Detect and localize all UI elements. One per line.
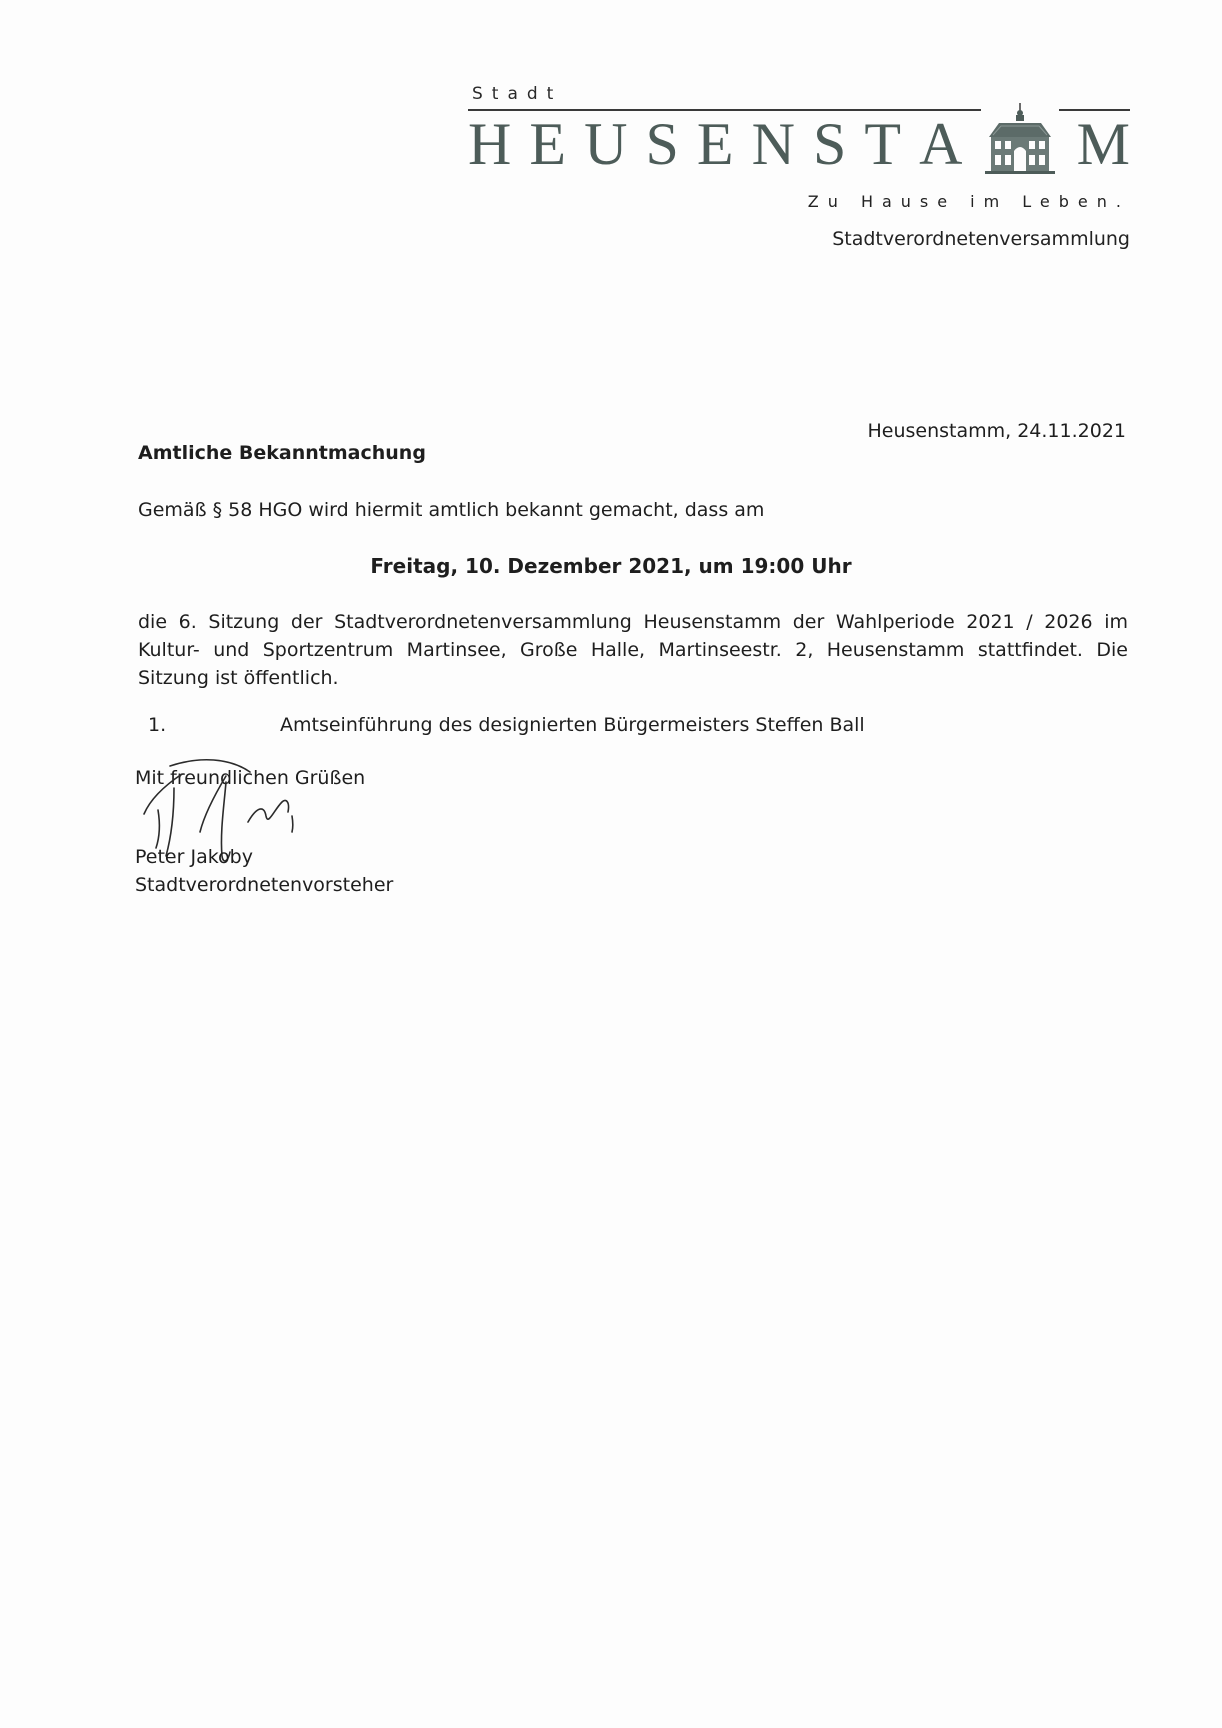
city-letter: E xyxy=(696,111,734,177)
city-letter: H xyxy=(468,111,512,177)
letterhead-stadt: Stadt xyxy=(472,84,563,104)
letterhead-department: Stadtverordnetenversammlung xyxy=(832,228,1130,250)
place-date: Heusenstamm, 24.11.2021 xyxy=(867,420,1126,442)
city-letter: M xyxy=(1076,111,1130,177)
letterhead-city-name xyxy=(468,113,1130,175)
event-date: Freitag, 10. Dezember 2021, um 19:00 Uhr xyxy=(370,554,852,578)
letterhead xyxy=(468,80,1130,260)
city-letter: A xyxy=(919,111,963,177)
closing-greeting: Mit freundlichen Grüßen xyxy=(135,767,366,789)
city-letter: T xyxy=(864,111,902,177)
signer-name: Peter Jakoby xyxy=(135,846,253,868)
letterhead-tagline: Zu Hause im Leben. xyxy=(807,192,1130,211)
city-letter: U xyxy=(584,111,628,177)
castle-emblem-icon xyxy=(981,113,1059,175)
city-letter: S xyxy=(645,111,679,177)
document-heading: Amtliche Bekanntmachung xyxy=(138,442,426,464)
agenda-item-number: 1. xyxy=(148,714,167,736)
signer-title: Stadtverordnetenvorsteher xyxy=(135,874,394,896)
agenda-item-text: Amtseinführung des designierten Bürgermeisters Steffen Ball xyxy=(280,714,865,736)
city-letter: N xyxy=(751,111,795,177)
intro-text: Gemäß § 58 HGO wird hiermit amtlich bekannt gemacht, dass am xyxy=(138,499,765,521)
city-letter: E xyxy=(529,111,567,177)
meeting-paragraph: die 6. Sitzung der Stadtverordnetenversammlung Heusenstamm der Wahlperiode 2021 / 2026 im Kultur- und Sportzentrum Martinsee, Große Halle, Martinseestr. 2, Heusenstamm stattfindet. Die Sitzung ist öffentlich. xyxy=(138,611,1128,689)
city-letter: S xyxy=(813,111,847,177)
